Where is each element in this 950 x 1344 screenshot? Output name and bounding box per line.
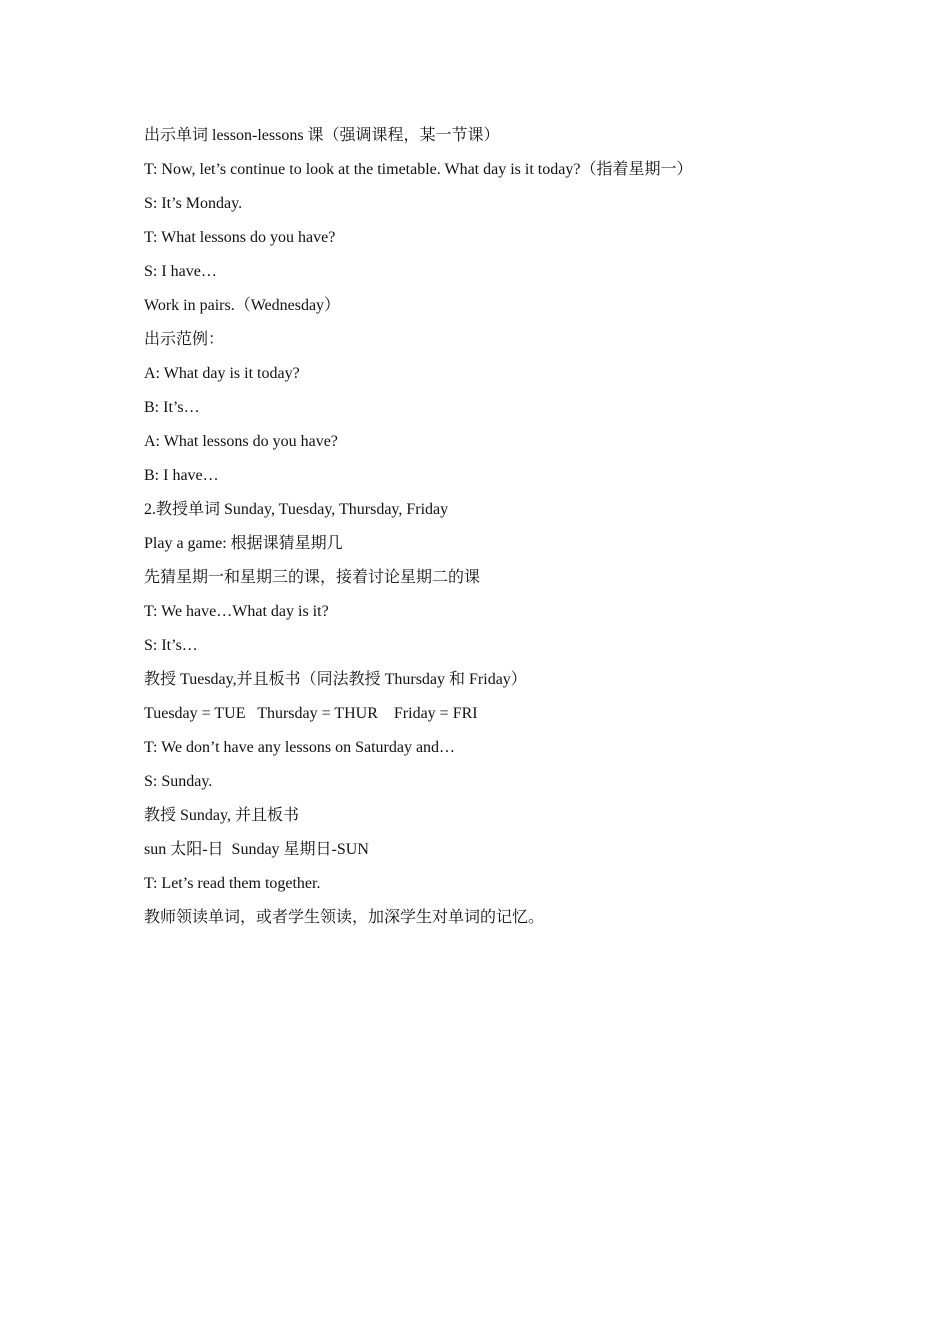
text-line: B: It’s… <box>144 399 200 416</box>
text-line: 教授 Tuesday,并且板书（同法教授 Thursday 和 Friday） <box>144 671 527 688</box>
text-line: 出示范例： <box>144 331 225 348</box>
text-line: 教师领读单词，或者学生领读，加深学生对单词的记忆。 <box>144 909 545 926</box>
text-line: T: Now, let’s continue to look at the timetable. What day is it today?（指着星期一） <box>144 161 693 178</box>
text-line: T: We don’t have any lessons on Saturday and… <box>144 739 456 756</box>
text-line: Tuesday = TUE Thursday = THUR Friday = FRI <box>144 705 478 722</box>
text-line: Work in pairs.（Wednesday） <box>144 297 341 314</box>
text-line: S: It’s Monday. <box>144 195 243 212</box>
document-body <box>144 124 844 940</box>
text-line: B: I have… <box>144 467 219 484</box>
text-line: 出示单词 lesson-lessons 课（强调课程，某一节课） <box>144 127 500 144</box>
text-line: S: I have… <box>144 263 217 280</box>
text-line: Play a game: 根据课猜星期几 <box>144 535 343 552</box>
text-line: sun 太阳-日 Sunday 星期日-SUN <box>144 841 369 858</box>
text-line: 先猜星期一和星期三的课，接着讨论星期二的课 <box>144 569 481 586</box>
text-line: 教授 Sunday, 并且板书 <box>144 807 299 824</box>
text-line: A: What lessons do you have? <box>144 433 338 450</box>
text-line: T: Let’s read them together. <box>144 875 321 892</box>
text-line: S: It’s… <box>144 637 198 654</box>
text-line: A: What day is it today? <box>144 365 300 382</box>
text-line: T: We have…What day is it? <box>144 603 329 620</box>
text-line: T: What lessons do you have? <box>144 229 336 246</box>
text-line: S: Sunday. <box>144 773 213 790</box>
section-heading: 2.教授单词 Sunday, Tuesday, Thursday, Friday <box>144 501 449 518</box>
